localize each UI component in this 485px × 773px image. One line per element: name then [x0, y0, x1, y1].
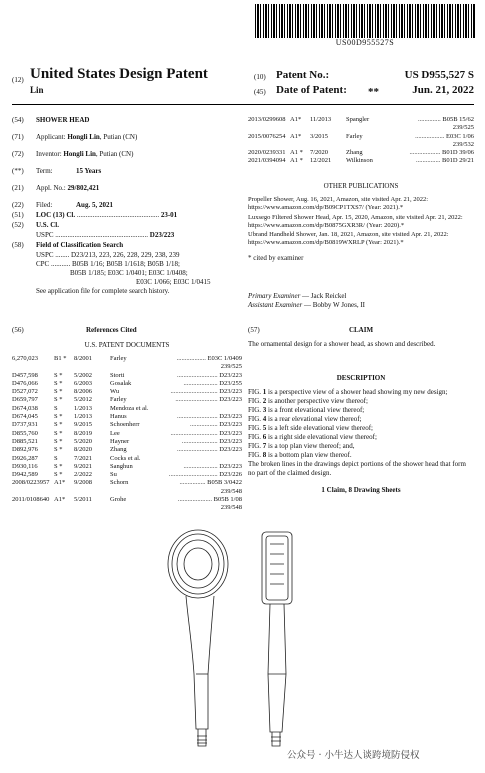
ref-class: [162, 455, 242, 463]
ref-number: D930,116: [12, 462, 38, 470]
examiners: [248, 292, 474, 310]
description-section: [248, 374, 474, 495]
applicant-label: Applicant:: [36, 133, 66, 141]
reference-row: [12, 405, 242, 413]
reference-row: [12, 372, 242, 380]
reference-row: [12, 421, 242, 429]
ref-name: Wu: [110, 388, 120, 396]
fig-text: is a right side elevational view thereof;: [266, 433, 377, 441]
patent-number: US D955,527 S: [404, 69, 474, 81]
ref-number: D892,976: [12, 446, 38, 454]
fig-prefix: FIG.: [248, 442, 263, 450]
loc-dots: ...............................................: [76, 211, 160, 219]
reference-row: [12, 388, 242, 396]
ref-kind: S *: [54, 437, 63, 445]
ref-number: D942,589: [12, 471, 38, 479]
primary-examiner-label: Primary Examiner: [248, 292, 301, 300]
ref-kind: S *: [54, 371, 63, 379]
ref-kind: A1*: [54, 496, 66, 504]
fig-prefix: FIG.: [248, 433, 263, 441]
references-title: References Cited: [86, 326, 137, 334]
ref-class: ..................... D23/255: [183, 379, 242, 387]
fig-text: is a bottom plan view thereof.: [266, 451, 352, 459]
ref-kind: S *: [54, 396, 63, 404]
ref-name: Hayner: [110, 437, 130, 445]
ref-class-continued: 239/525: [220, 363, 242, 371]
field-line: E03C 1/066; E03C 1/0415: [136, 278, 211, 286]
field-line: USPC ........ D23/213, 223, 226, 228, 229, 238, 239: [36, 251, 180, 259]
figure-description: [248, 388, 474, 397]
reference-row: [12, 446, 242, 454]
ref-kind: S *: [54, 413, 63, 421]
ref-number: 2015/0076254: [248, 132, 286, 140]
ref-name: Gosalak: [110, 379, 132, 387]
claim-section: [248, 326, 474, 349]
figure-description: [248, 397, 474, 406]
code-10: (10): [254, 73, 266, 81]
ref-date: 5/2011: [74, 496, 92, 504]
figure-description: [248, 451, 474, 460]
ref-date: 11/2013: [310, 116, 332, 123]
ref-kind: B1 *: [54, 355, 67, 362]
field-line: CPC ........... B05B 1/16; B05B 1/1618; B05B 1/18;: [36, 260, 180, 268]
ref-class: ............... B01D 29/21: [416, 157, 474, 165]
uspc-label: USPC: [36, 231, 54, 239]
ref-class: [162, 405, 242, 413]
ref-class: ......................... D23/223: [177, 371, 242, 379]
loc-value: 23-01: [160, 211, 178, 219]
description-title: DESCRIPTION: [336, 374, 386, 382]
ref-date: 9/2008: [74, 479, 93, 487]
ref-number: 2013/0299608: [248, 116, 286, 123]
appl-label: Appl. No.:: [36, 184, 66, 192]
ref-name: Schorn: [110, 479, 129, 487]
figure-description: [248, 442, 474, 451]
code-51: (51): [12, 211, 24, 219]
ref-name: Wilkinson: [346, 157, 373, 165]
broken-lines-note: The broken lines in the drawings depict portions of the shower head that form no part of the claimed design.: [248, 460, 466, 477]
ref-date: 12/2021: [310, 157, 332, 165]
ref-class-continued: 239/548: [220, 504, 242, 512]
shower-head-side-view: [262, 532, 292, 746]
figure-description: [248, 415, 474, 424]
ref-kind: A1*: [290, 132, 302, 140]
fig-number: 8: [262, 451, 267, 459]
reference-row: [12, 463, 242, 471]
reference-row: [12, 479, 242, 496]
barcode: [255, 4, 475, 38]
ref-number: 2008/0223957: [12, 479, 50, 487]
ref-number: D737,931: [12, 421, 38, 429]
fig-prefix: FIG.: [248, 415, 263, 423]
ref-kind: S *: [54, 429, 63, 437]
fig-text: is a top plan view thereof; and,: [266, 442, 355, 450]
ref-name: Hanus: [110, 413, 127, 421]
reference-row: [248, 133, 474, 150]
inventor-label: Inventor:: [36, 150, 62, 158]
reference-row: [12, 396, 242, 404]
date-mark: **: [368, 86, 379, 98]
ref-date: 6/2003: [74, 379, 93, 387]
reference-row: [12, 355, 242, 372]
ref-name: Sanghun: [110, 462, 133, 470]
header-rule: [12, 104, 474, 105]
applicant-place: , Putian (CN): [99, 133, 138, 141]
ref-kind: S: [54, 404, 58, 412]
ref-class: ................ B05B 3/0422: [179, 479, 242, 487]
patent-no-label: Patent No.:: [276, 69, 330, 81]
ref-class: .................. E03C 1/06: [415, 132, 474, 140]
fig-text: is a perspective view of a shower head showing my new design;: [266, 388, 448, 396]
reference-row: [12, 455, 242, 463]
applicant-name: Hongli Lin: [67, 133, 100, 141]
ref-class-continued: 239/525: [452, 124, 474, 132]
ref-kind: A1 *: [290, 149, 303, 157]
ref-class: ......................... D23/223: [177, 413, 242, 421]
publication-item: Ubrand Handheld Shower, Jan. 18, 2021, Amazon, site visited Apr. 21, 2022: https://www.amazon.com/dp/B0819WXRLP (Year: 2021).*: [248, 231, 449, 247]
uspc-value: D23/223: [149, 231, 175, 239]
ref-class: .............. B05B 15/62: [418, 116, 474, 123]
fig-prefix: FIG.: [248, 451, 263, 459]
code-58: (58): [12, 241, 24, 249]
code-52: (52): [12, 221, 24, 229]
ref-class: ............................. D23/223: [170, 388, 242, 396]
figure-list: [248, 388, 474, 460]
ref-name: Su: [110, 471, 117, 479]
claim-title: CLAIM: [348, 326, 374, 334]
ref-number: D659,797: [12, 396, 38, 404]
code-54: (54): [12, 116, 24, 124]
cited-by-examiner: * cited by examiner: [248, 253, 304, 262]
code-56: (56): [12, 326, 24, 334]
fig-number: 2: [262, 397, 267, 405]
ref-number: D476,066: [12, 379, 38, 387]
ref-number: D855,760: [12, 429, 38, 437]
code-57: (57): [248, 326, 260, 334]
ref-name: Spangler: [346, 116, 370, 123]
ref-date: 8/2006: [74, 388, 93, 396]
biblio-section: [12, 116, 242, 296]
primary-examiner: — Jack Reickel: [300, 292, 347, 300]
assistant-examiner: — Bobby W Jones, II: [302, 301, 365, 309]
filed-label: Filed:: [36, 201, 53, 209]
ref-date: 8/2020: [74, 446, 93, 454]
fig-number: 3: [262, 406, 267, 414]
ref-kind: S: [54, 454, 58, 462]
ref-date: 5/2020: [74, 437, 93, 445]
other-publications-title: OTHER PUBLICATIONS: [323, 182, 399, 190]
claims-drawing-sheets: 1 Claim, 8 Drawing Sheets: [321, 486, 401, 494]
ref-kind: S *: [54, 471, 63, 479]
fig-prefix: FIG.: [248, 397, 263, 405]
ref-date: 1/2013: [74, 404, 93, 412]
ref-number: 2011/0108640: [12, 496, 50, 504]
uspc-dots: .....................................................: [55, 231, 149, 239]
ref-name: Farley: [110, 355, 127, 362]
ref-number: D674,038: [12, 404, 38, 412]
date-of-patent: Jun. 21, 2022: [412, 84, 474, 96]
us-patent-documents-title: U.S. PATENT DOCUMENTS: [84, 341, 170, 349]
shower-head-perspective: [168, 530, 228, 746]
fig-number: 5: [262, 424, 267, 432]
fig-text: is a rear elevational view thereof;: [266, 415, 362, 423]
ref-number: 2020/0239331: [248, 149, 286, 157]
reference-list: [12, 355, 242, 513]
code-21: (21): [12, 184, 24, 192]
watermark: 公众号 · 小牛达人谈跨境防侵权: [287, 750, 420, 761]
references-cited: [12, 326, 242, 513]
field-search-label: Field of Classification Search: [36, 241, 124, 249]
ref-name: Cocks et al.: [110, 454, 141, 462]
ref-name: Farley: [110, 396, 127, 404]
inventor-short: Lin: [30, 85, 44, 95]
ref-name: Zhang: [110, 446, 127, 454]
ref-name: Grohe: [110, 496, 127, 504]
publication-item: Luxsego Filtered Shower Head, Apr. 15, 2020, Amazon, site visited Apr. 21, 2022: https://www.amazon.com/dp/B0875GXR3R/ (Year: 2020).*: [248, 213, 463, 229]
term-label: Term:: [36, 167, 53, 175]
ref-name: Mendoza et al.: [110, 404, 149, 412]
other-publications: [248, 196, 474, 262]
ref-number: 2021/0394094: [248, 157, 286, 165]
ref-class: ..................... B05B 1/08: [177, 496, 242, 504]
ref-class-continued: 239/532: [452, 140, 474, 148]
ref-number: 6,270,023: [12, 355, 38, 362]
ref-kind: A1*: [54, 479, 66, 487]
ref-date: 2/2022: [74, 471, 93, 479]
code-term: (**): [12, 167, 24, 175]
ref-kind: S *: [54, 421, 63, 429]
fig-text: is a front elevational view thereof;: [266, 406, 365, 414]
ref-class: ......................... D23/223: [177, 446, 242, 454]
ref-class: .......................... D23/223: [175, 396, 242, 404]
reference-row: [12, 496, 242, 513]
ref-date: 9/2015: [74, 421, 93, 429]
field-note: See application file for complete search history.: [36, 287, 170, 295]
ref-number: D527,072: [12, 388, 38, 396]
ref-number: D457,598: [12, 371, 38, 379]
ref-class: ................... B01D 39/06: [409, 149, 474, 157]
code-12: (12): [12, 76, 24, 84]
field-line: B05B 1/185; E03C 1/0401; E03C 1/0408;: [70, 269, 188, 277]
reference-row: [248, 116, 474, 133]
ref-name: Lee: [110, 429, 120, 437]
figure-description: [248, 433, 474, 442]
ref-class: ................. D23/223: [190, 421, 242, 429]
references-continued: [248, 116, 474, 166]
ref-name: Schoenherr: [110, 421, 140, 429]
ref-date: 8/2019: [74, 429, 93, 437]
code-71: (71): [12, 133, 24, 141]
ref-number: D885,521: [12, 437, 38, 445]
publication-item: Propeller Shower, Aug. 16, 2021, Amazon, site visited Apr. 21, 2022: https://www.amazon.com/dp/B09CP1TXS7/ (Year: 2021).*: [248, 196, 429, 212]
reference-row: [12, 438, 242, 446]
ref-date: 5/2012: [74, 396, 93, 404]
ref-kind: A1 *: [290, 157, 303, 165]
inventor-place: , Putian (CN): [95, 150, 134, 158]
reference-row: [248, 149, 474, 157]
fig-prefix: FIG.: [248, 424, 263, 432]
figure-description: [248, 424, 474, 433]
appl-number: 29/802,421: [67, 184, 100, 192]
code-72: (72): [12, 150, 24, 158]
fig-prefix: FIG.: [248, 406, 263, 414]
loc-label: LOC (13) Cl.: [36, 211, 76, 219]
fig-text: is another perspective view thereof;: [266, 397, 368, 405]
ref-name: Storti: [110, 371, 125, 379]
fig-text: is a left side elevational view thereof;: [266, 424, 373, 432]
us-cl-label: U.S. Cl.: [36, 221, 59, 229]
ref-date: 3/2015: [310, 132, 329, 140]
code-22: (22): [12, 201, 24, 209]
ref-class: ..................... D23/223: [183, 462, 242, 470]
fig-number: 7: [262, 442, 267, 450]
assistant-examiner-label: Assistant Examiner: [248, 301, 303, 309]
fig-prefix: FIG.: [248, 388, 263, 396]
ref-class: .............................. D23/226: [168, 471, 242, 479]
ref-name: Zhang: [346, 149, 363, 157]
figure-description: [248, 406, 474, 415]
term-value: 15 Years: [76, 167, 102, 175]
ref-kind: S *: [54, 379, 63, 387]
ref-kind: A1*: [290, 116, 302, 123]
fig-number: 4: [262, 415, 267, 423]
code-45: (45): [254, 88, 266, 96]
ref-class: ...................... D23/223: [181, 437, 242, 445]
reference-row: [12, 380, 242, 388]
reference-row: [12, 471, 242, 479]
date-of-patent-label: Date of Patent:: [276, 84, 347, 96]
ref-kind: S *: [54, 462, 63, 470]
ref-date: 1/2013: [74, 413, 93, 421]
drawing-figures: [150, 524, 350, 750]
inventor-name: Hongli Lin: [63, 150, 96, 158]
claim-text: The ornamental design for a shower head, as shown and described.: [248, 340, 436, 348]
filed-date: Aug. 5, 2021: [76, 201, 113, 209]
ref-name: Farley: [346, 132, 363, 140]
ref-number: D674,045: [12, 413, 38, 421]
fig-number: 6: [262, 433, 267, 441]
ref-class: .................. E03C 1/0409: [176, 355, 242, 362]
ref-date: 8/2001: [74, 355, 93, 362]
ref-kind: S *: [54, 388, 63, 396]
ref-date: 5/2002: [74, 371, 93, 379]
ref-kind: S *: [54, 446, 63, 454]
patent-type-title: United States Design Patent: [30, 66, 208, 82]
reference-row: [12, 430, 242, 438]
ref-class: ............................. D23/223: [170, 429, 242, 437]
ref-number: D926,287: [12, 454, 38, 462]
shower-head-drawing: [150, 524, 350, 750]
invention-title: SHOWER HEAD: [36, 116, 90, 124]
ref-class-continued: 239/548: [220, 487, 242, 495]
reference-row: [12, 413, 242, 421]
ref-date: 9/2021: [74, 462, 93, 470]
fig-number: 1: [262, 388, 267, 396]
ref-date: 7/2020: [310, 149, 329, 157]
document-number: US00D955527S: [335, 38, 395, 47]
reference-row: [248, 157, 474, 165]
ref-date: 7/2021: [74, 454, 93, 462]
